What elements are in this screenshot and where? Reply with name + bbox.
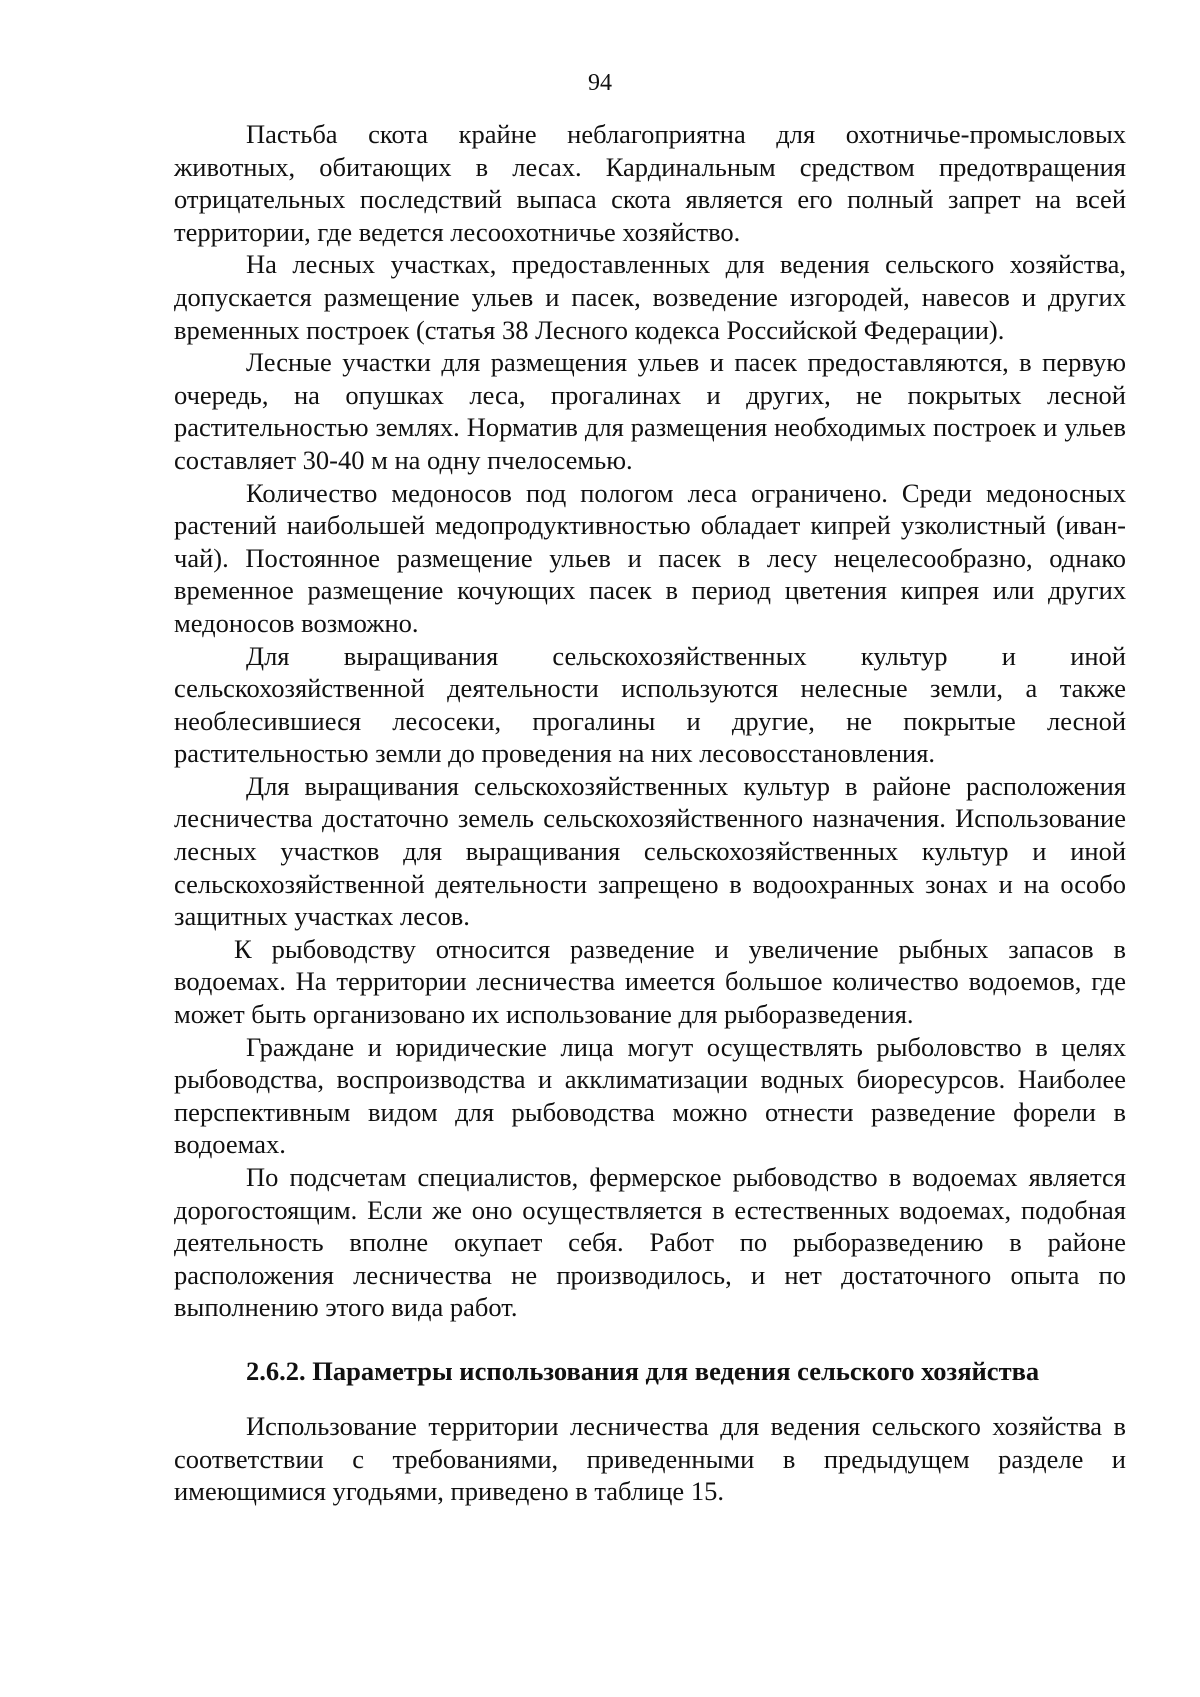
document-body bbox=[174, 118, 1126, 1508]
paragraph-fish-farming-cost: По подсчетам специалистов, фермерское рыбоводство в водоемах является дорогостоящим. Если же оно осуществляется в естественных водоемах, подобная деятельность вполне окупает себя. Работ по рыборазведению в районе расположения лесничества не производилось, и нет достаточного опыта по выполнению этого вида работ. bbox=[174, 1162, 1126, 1323]
section-paragraph: Использование территории лесничества для ведения сельского хозяйства в соответствии с требованиями, приведенными в предыдущем разделе и имеющимися угодьями, приведено в таблице 15. bbox=[174, 1410, 1126, 1507]
paragraph-fishing-rights: Граждане и юридические лица могут осуществлять рыболовство в целях рыбоводства, воспроизводства и акклиматизации водных биоресурсов. Наиболее перспективным видом для рыбоводства можно отнести разведение форели в водоемах. bbox=[174, 1031, 1126, 1160]
page-number: 94 bbox=[588, 70, 612, 96]
paragraph-grazing: Пастьба скота крайне неблагоприятна для охотничье-промысловых животных, обитающих в лесах. Кардинальным средством предотвращения отрицательных последствий выпаса скота является его полный запрет на всей территории, где ведется лесоохотничье хозяйство. bbox=[174, 119, 1126, 247]
paragraph-crop-lands: Для выращивания сельскохозяйственных культур и иной сельскохозяйственной деятельности используются нелесные земли, а также необлесившиеся лесосеки, прогалины и другие, не покрытые лесной растительностью земли до проведения на них лесовосстановления. bbox=[174, 640, 1126, 769]
paragraph-fish-farming: К рыбоводству относится разведение и увеличение рыбных запасов в водоемах. На территории лесничества имеется большое количество водоемов, где может быть организовано их использование для рыборазведения. bbox=[174, 933, 1126, 1030]
paragraph-crop-restrictions: Для выращивания сельскохозяйственных культур в районе расположения лесничества достаточно земель сельскохозяйственного назначения. Использование лесных участков для выращивания сельскохозяйственных культур и иной сельскохозяйственной деятельности запрещено в водоохранных зонах и на особо защитных участках лесов. bbox=[174, 770, 1126, 932]
paragraph-honey-plants: Количество медоносов под пологом леса ограничено. Среди медоносных растений наибольшей медопродуктивностью обладает кипрей узколистный (иван-чай). Постоянное размещение ульев и пасек в лесу нецелесообразно, однако временное размещение кочующих пасек в период цветения кипрея или других медоносов возможно. bbox=[174, 477, 1126, 638]
section-heading: 2.6.2. Параметры использования для ведения сельского хозяйства bbox=[246, 1355, 1040, 1386]
paragraph-hives-allowed: На лесных участках, предоставленных для ведения сельского хозяйства, допускается размещение ульев и пасек, возведение изгородей, навесов и других временных построек (статья 38 Лесного кодекса Российской Федерации). bbox=[174, 249, 1126, 345]
paragraph-hives-placement: Лесные участки для размещения ульев и пасек предоставляются, в первую очередь, на опушках леса, прогалинах и других, не покрытых лесной растительностью землях. Норматив для размещения необходимых построек и ульев составляет 30-40 м на одну пчелосемью. bbox=[174, 347, 1126, 475]
